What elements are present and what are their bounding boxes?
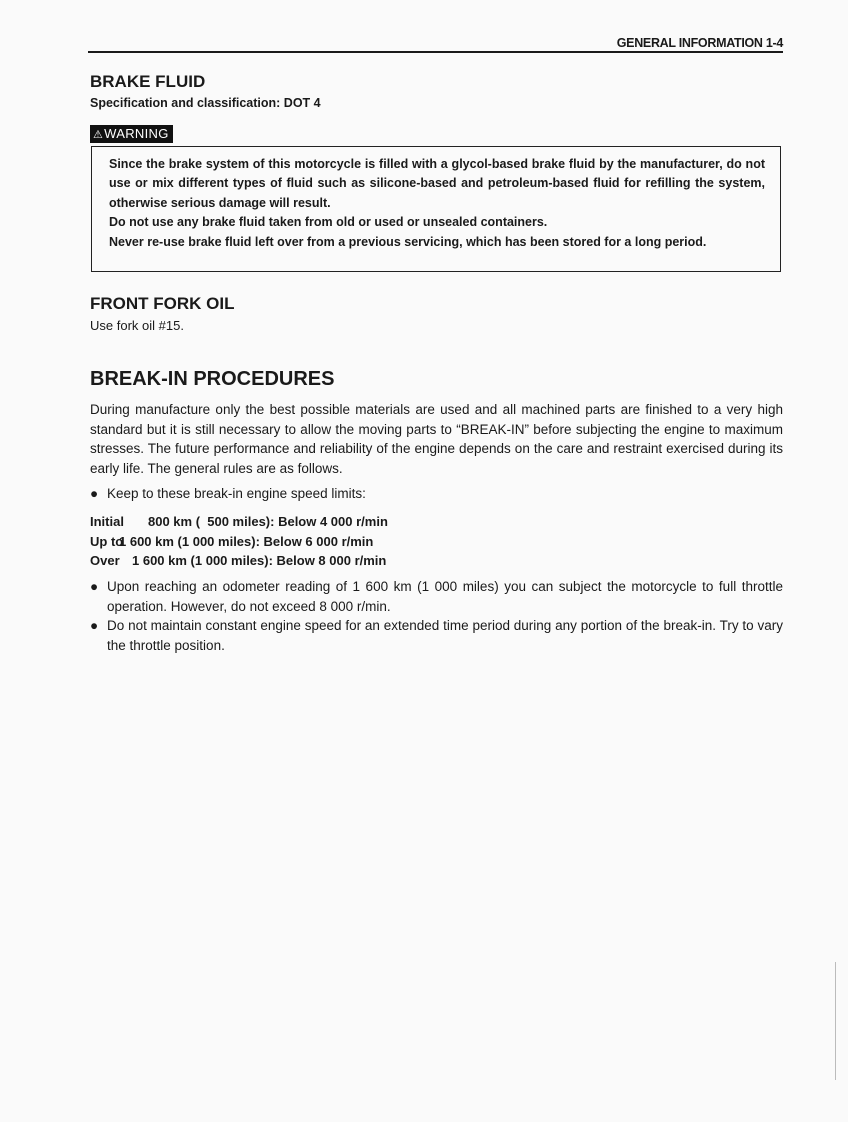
break-in-heading: BREAK-IN PROCEDURES	[90, 368, 335, 390]
speed-limit-label: Over	[90, 553, 120, 569]
warning-box	[91, 146, 781, 272]
break-in-intro: During manufacture only the best possible materials are used and all machined parts are finished to a very high standard but it is still necessary to allow the moving parts to “BREAK-IN” before subjecting the engine to maximum stresses. The future performance and reliability of the engine depends on the care and restraint exercised during its early life. The general rules are as follows.	[90, 402, 783, 476]
list-item-text: Do not maintain constant engine speed for an extended time period during any portion of the break-in. Try to vary the throttle position.	[107, 618, 783, 653]
speed-limit-row	[90, 512, 388, 532]
page-header: GENERAL INFORMATION 1-4	[616, 36, 783, 50]
warning-line: Never re-use brake fluid left over from a previous servicing, which has been stored for a long period.	[109, 234, 707, 249]
bullet-icon: ●	[90, 486, 99, 501]
warning-line: Since the brake system of this motorcycle is filled with a glycol-based brake fluid by the manufacturer, do not use or mix different types of fluid such as silicone-based and petroleum-based fluid for refilling the system, otherwise serious damage will result.	[109, 157, 765, 210]
bullet-icon: ●	[90, 618, 99, 633]
warning-text	[109, 155, 765, 252]
bullet-icon: ●	[90, 579, 99, 594]
header-rule	[88, 51, 783, 53]
speed-limits	[90, 512, 388, 571]
speed-limit-label: Up to	[90, 533, 124, 549]
front-fork-heading: FRONT FORK OIL	[90, 294, 235, 313]
list-item-text: Upon reaching an odometer reading of 1 600 km (1 000 miles) you can subject the motorcycle to full throttle operation. However, do not exceed 8 000 r/min.	[107, 579, 783, 614]
speed-limit-text: 1 600 km (1 000 miles): Below 8 000 r/min	[132, 553, 387, 569]
list-item-text: Keep to these break-in engine speed limits:	[107, 486, 366, 501]
warning-label-text: WARNING	[104, 126, 169, 141]
speed-limit-row	[90, 551, 388, 571]
warning-label	[90, 125, 173, 143]
scan-margin-line	[835, 962, 836, 1080]
warning-line: Do not use any brake fluid taken from old or used or unsealed containers.	[109, 215, 548, 230]
speed-limit-text: 800 km ( 500 miles): Below 4 000 r/min	[148, 514, 388, 529]
warning-triangle-icon: ⚠	[93, 129, 104, 141]
speed-limit-label: Initial	[90, 514, 124, 529]
brake-fluid-heading: BRAKE FLUID	[90, 72, 206, 91]
speed-limit-text: 1 600 km (1 000 miles): Below 6 000 r/min	[119, 533, 374, 549]
front-fork-text: Use fork oil #15.	[90, 318, 184, 333]
speed-limit-row	[90, 532, 388, 552]
brake-fluid-spec: Specification and classification: DOT 4	[90, 96, 321, 110]
